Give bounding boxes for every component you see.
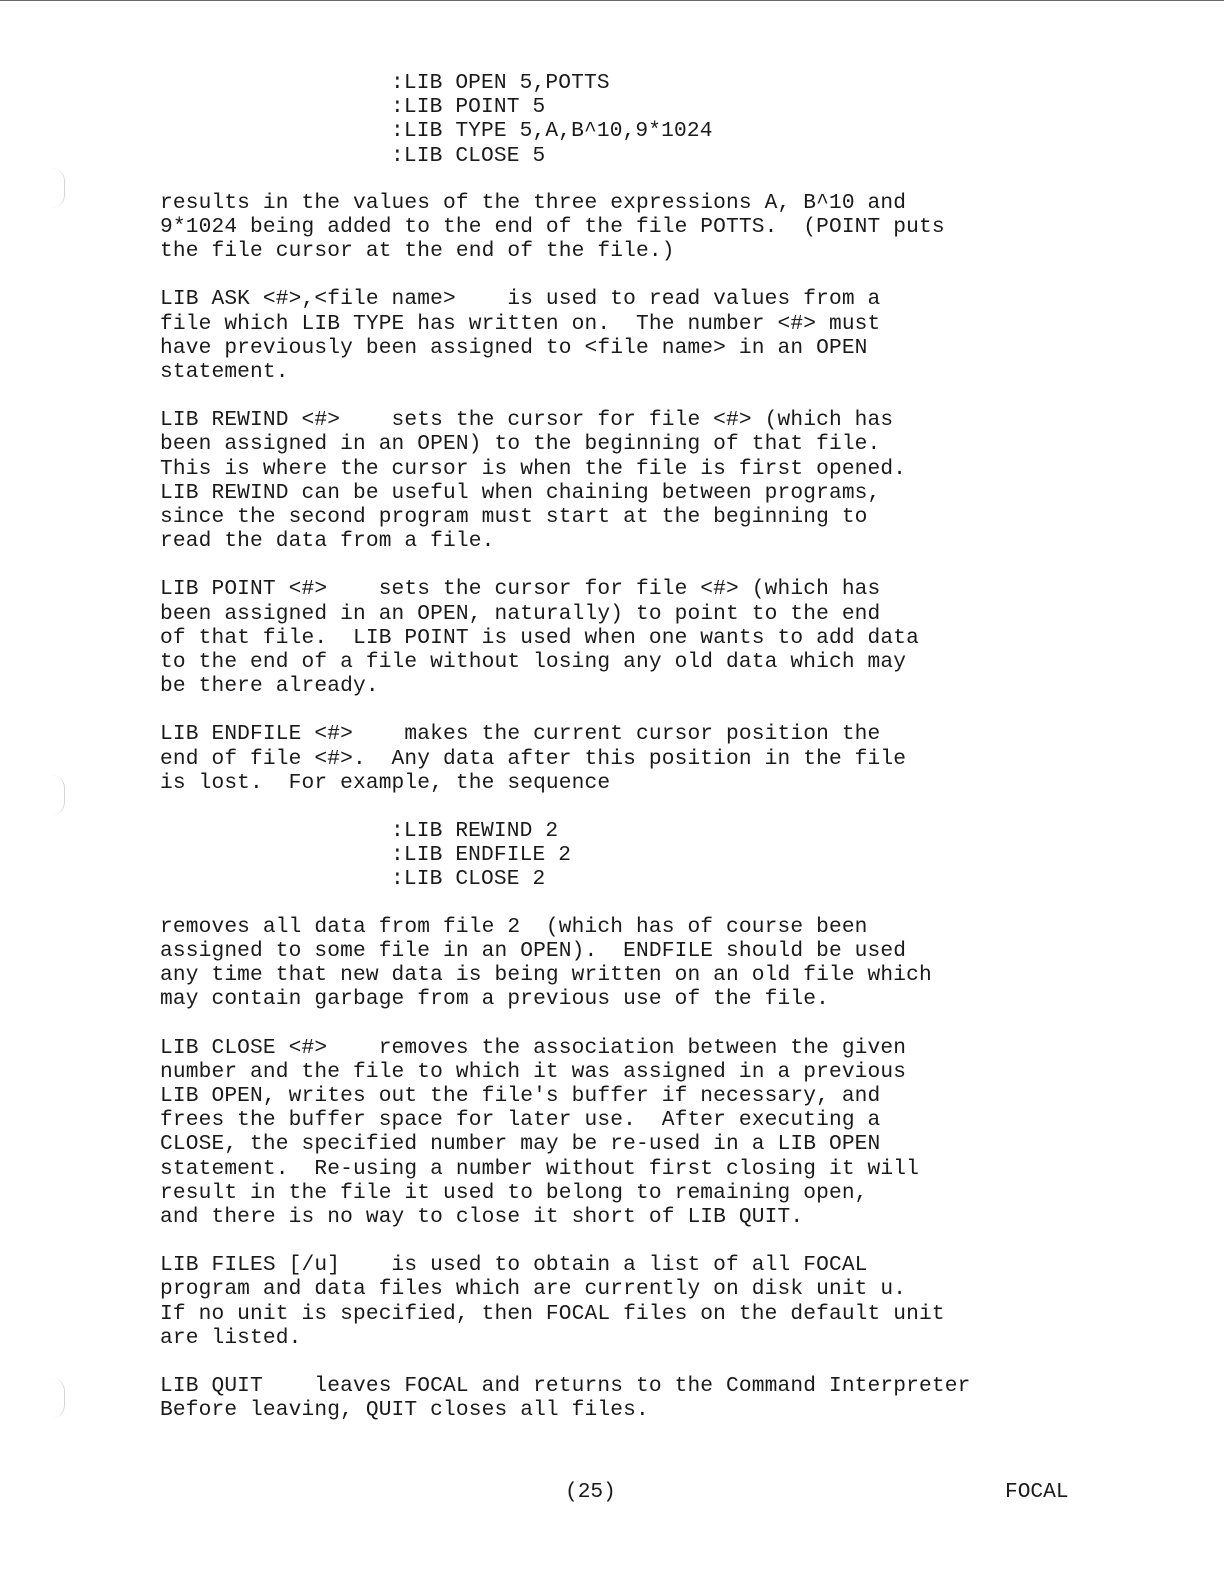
text-line: and there is no way to close it short of LIB QUIT. (160, 1204, 804, 1229)
text-line: LIB ASK <#>,<file name> is used to read values from a (160, 287, 881, 312)
text-line: end of file <#>. Any data after this position in the file (160, 746, 907, 771)
text-line: removes all data from file 2 (which has of course been (160, 914, 868, 939)
paragraph-lib-endfile (160, 722, 1100, 795)
text-line: frees the buffer space for later use. After executing a (160, 1108, 881, 1133)
text-line: This is where the cursor is when the file is first opened. (160, 456, 907, 481)
text-line: 9*1024 being added to the end of the file POTTS. (POINT puts (160, 215, 945, 240)
text-line: are listed. (160, 1325, 302, 1350)
code-line: :LIB TYPE 5,A,B^10,9*1024 (391, 119, 713, 144)
paragraph-endfile-removes (160, 915, 1100, 1012)
scan-margin-mark (52, 168, 65, 208)
text-line: may contain garbage from a previous use of the file. (160, 987, 829, 1012)
text-line: LIB POINT <#> sets the cursor for file <#> (which has (160, 577, 881, 602)
text-line: Before leaving, QUIT closes all files. (160, 1398, 649, 1423)
code-line: :LIB ENDFILE 2 (391, 843, 572, 868)
text-line: number and the file to which it was assigned in a previous (160, 1059, 907, 1084)
text-line: is lost. For example, the sequence (160, 770, 611, 795)
text-line: program and data files which are currently on disk unit u. (160, 1277, 907, 1302)
text-line: since the second program must start at the beginning to (160, 505, 868, 530)
text-line: LIB CLOSE <#> removes the association between the given (160, 1035, 907, 1060)
text-line: been assigned in an OPEN, naturally) to point to the end (160, 601, 881, 626)
paragraph-lib-rewind (160, 408, 1100, 553)
text-line: LIB REWIND <#> sets the cursor for file <#> (which has (160, 408, 894, 433)
code-line: :LIB OPEN 5,POTTS (391, 71, 610, 95)
document-page (160, 71, 1100, 1446)
code-line: :LIB CLOSE 2 (391, 867, 546, 892)
text-line: have previously been assigned to <file name> in an OPEN (160, 335, 868, 360)
text-line: results in the values of the three expressions A, B^10 and (160, 190, 907, 215)
paragraph-lib-files (160, 1253, 1100, 1350)
text-line: result in the file it used to belong to remaining open, (160, 1180, 868, 1205)
page-number: (25) (565, 1480, 616, 1504)
paragraph-lib-ask (160, 287, 1100, 384)
scan-top-edge (0, 0, 1224, 1)
text-line: statement. (160, 360, 289, 385)
text-line: LIB FILES [/u] is used to obtain a list of all FOCAL (160, 1253, 868, 1278)
paragraph-lib-close (160, 1036, 1100, 1230)
text-line: of that file. LIB POINT is used when one wants to add data (160, 625, 920, 650)
text-line: LIB QUIT leaves FOCAL and returns to the Command Interpreter (160, 1373, 971, 1398)
text-line: statement. Re-using a number without first closing it will (160, 1156, 920, 1181)
text-line: been assigned in an OPEN) to the beginning of that file. (160, 432, 881, 457)
text-line: If no unit is specified, then FOCAL files on the default unit (160, 1301, 945, 1326)
text-line: CLOSE, the specified number may be re-used in a LIB OPEN (160, 1132, 881, 1157)
paragraph-potts-example (160, 191, 1100, 264)
code-block-open-point-type-close (160, 71, 1100, 168)
paragraph-lib-quit (160, 1374, 1100, 1422)
text-line: read the data from a file. (160, 529, 495, 554)
text-line: file which LIB TYPE has written on. The number <#> must (160, 311, 881, 336)
text-line: assigned to some file in an OPEN). ENDFILE should be used (160, 938, 907, 963)
scan-margin-mark (52, 775, 65, 815)
text-line: any time that new data is being written on an old file which (160, 963, 932, 988)
text-line: LIB ENDFILE <#> makes the current cursor position the (160, 722, 881, 747)
text-line: to the end of a file without losing any old data which may (160, 650, 907, 675)
text-line: LIB REWIND can be useful when chaining between programs, (160, 480, 881, 505)
text-line: be there already. (160, 674, 379, 699)
scan-margin-mark (52, 1378, 65, 1418)
text-line: LIB OPEN, writes out the file's buffer if necessary, and (160, 1083, 881, 1108)
text-line: the file cursor at the end of the file.) (160, 239, 675, 264)
code-line: :LIB REWIND 2 (391, 819, 559, 844)
code-line: :LIB CLOSE 5 (391, 143, 546, 168)
paragraph-lib-point (160, 577, 1100, 698)
code-block-rewind-endfile-close (160, 819, 1100, 892)
code-line: :LIB POINT 5 (391, 95, 546, 120)
footer-title: FOCAL (1005, 1480, 1069, 1504)
